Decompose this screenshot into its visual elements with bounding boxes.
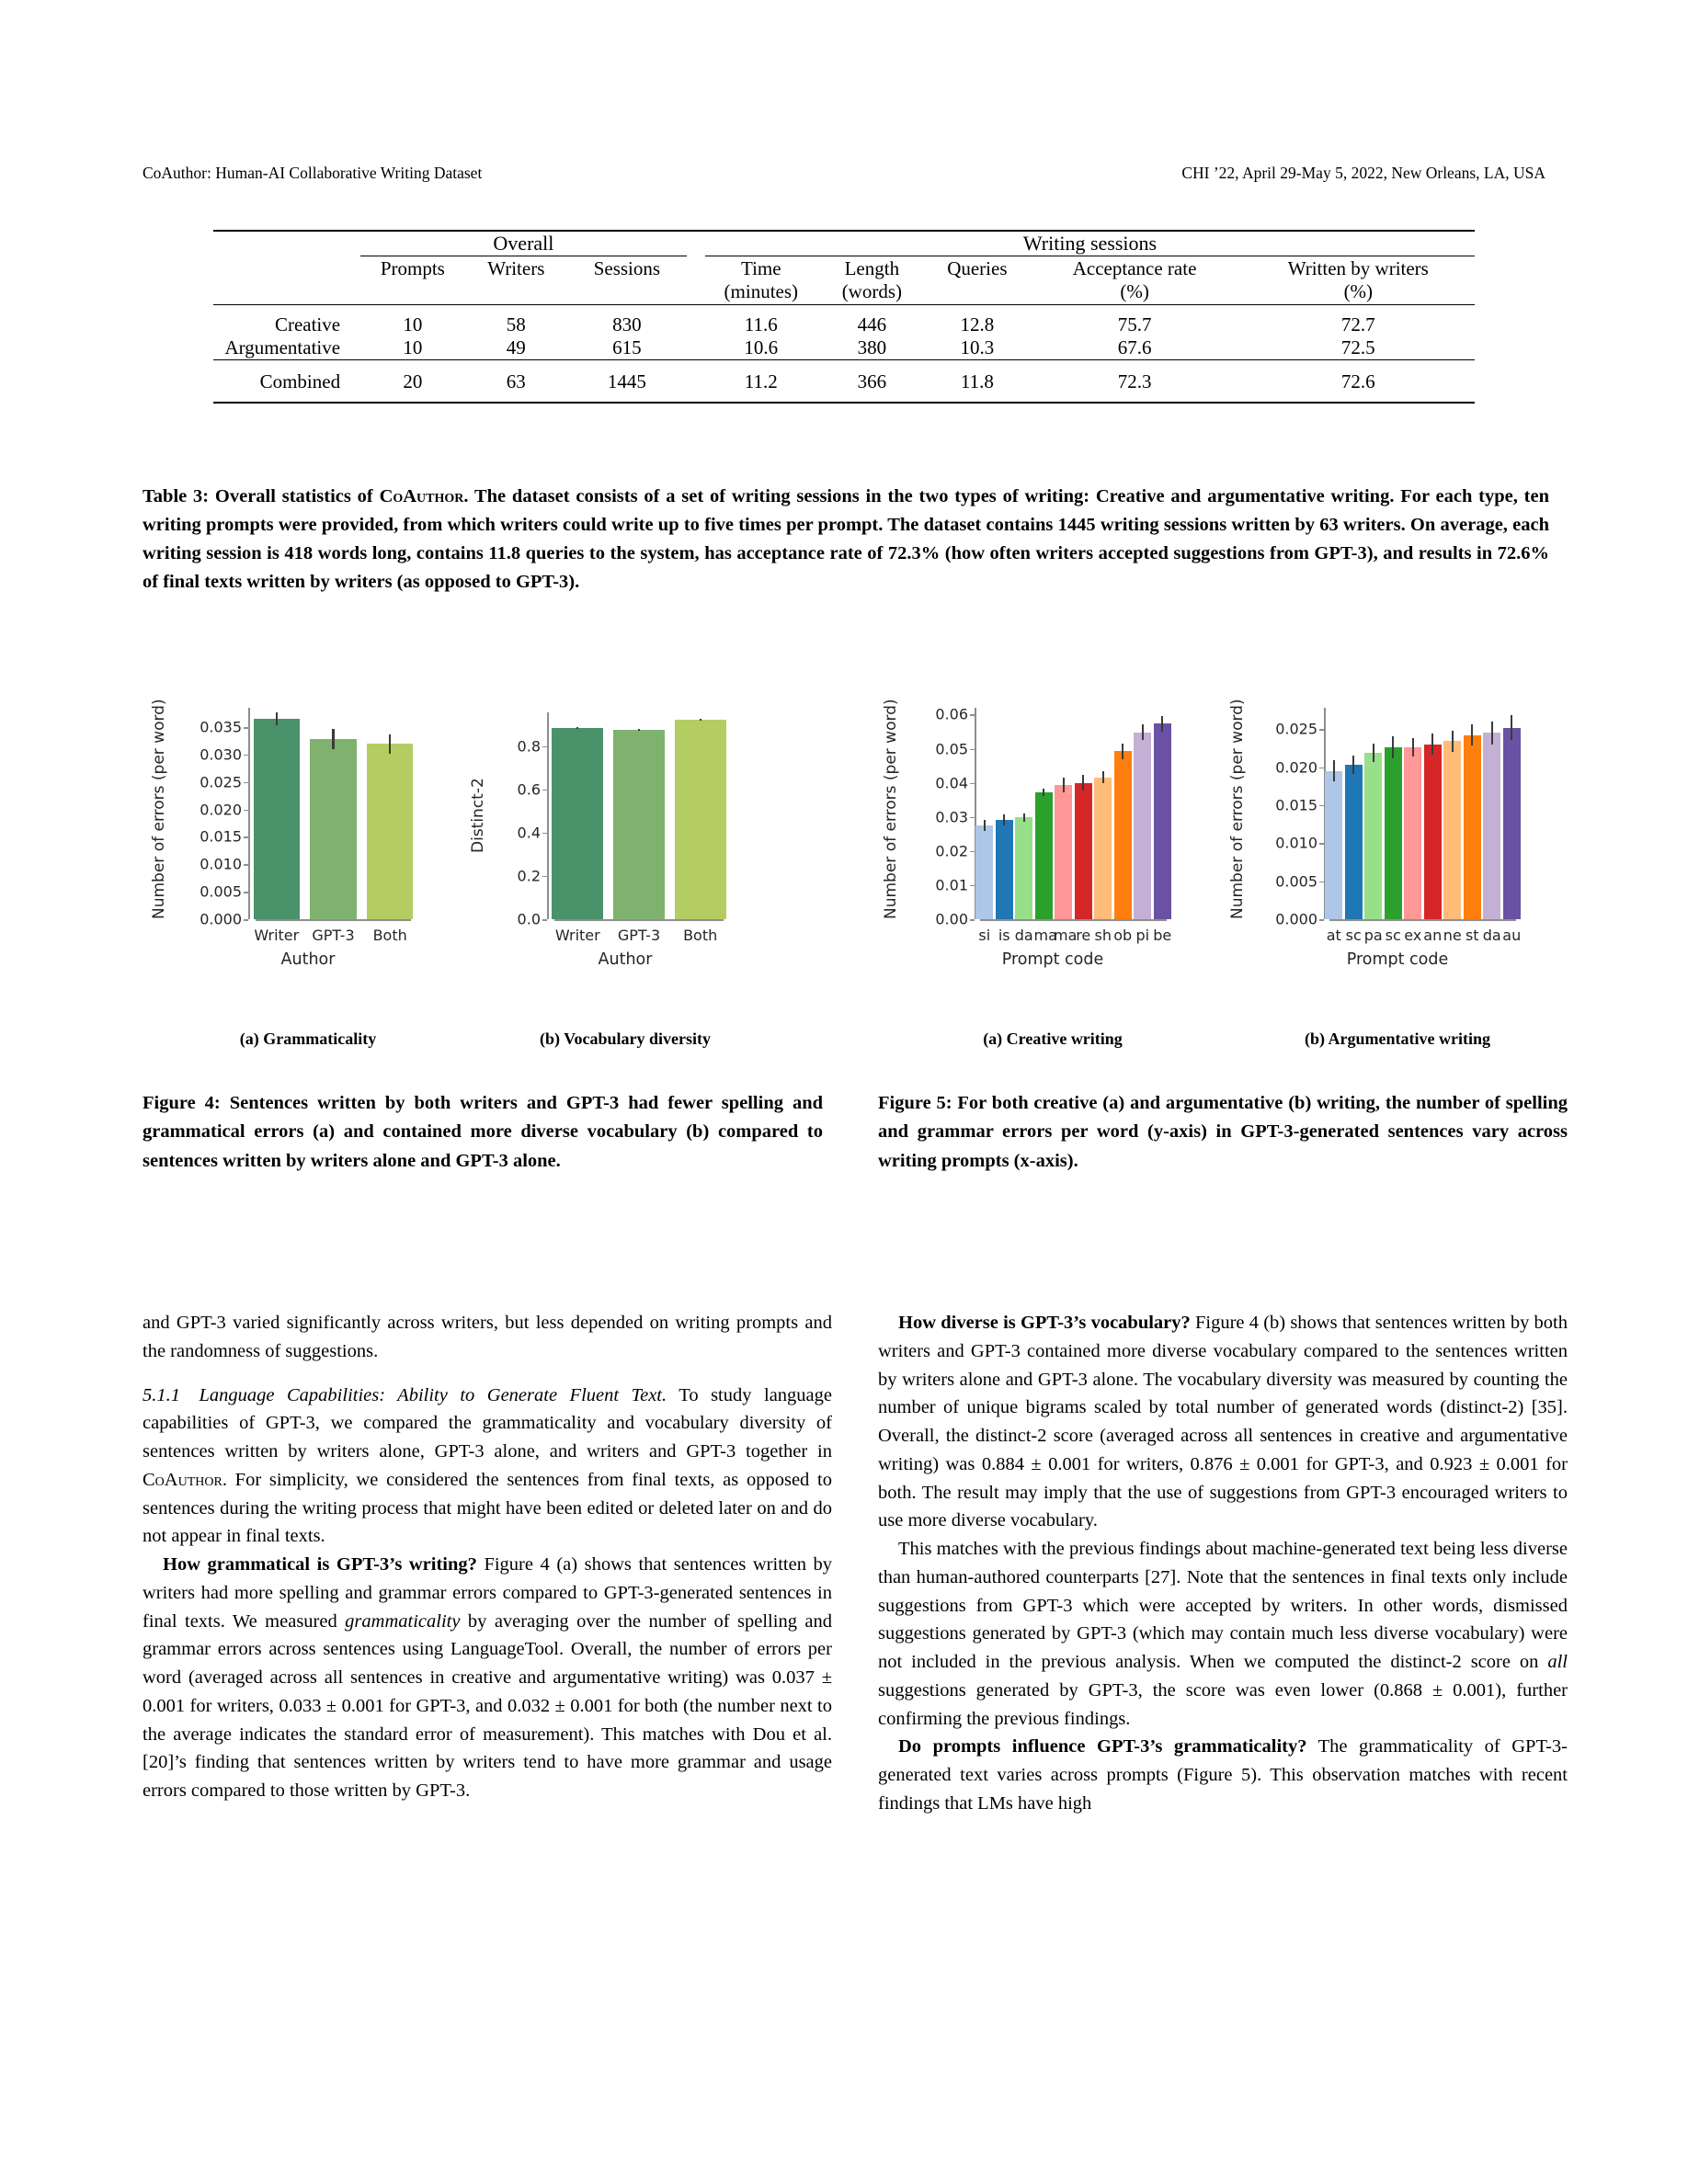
y-axis-tick-mark (970, 714, 975, 716)
cell-creative-length: 446 (857, 313, 887, 336)
x-axis-label: Prompt code (1346, 950, 1449, 969)
cell-combined-time: 11.2 (744, 370, 778, 392)
row-label-combined: Combined (259, 370, 341, 392)
y-axis-tick-mark (1319, 919, 1324, 921)
col-header-acceptance-rate: Acceptance rate (1072, 256, 1197, 279)
error-bar (1333, 760, 1335, 781)
row-label-creative: Creative (274, 313, 341, 336)
y-axis-tick-mark (1319, 805, 1324, 807)
cell-argumentative-sessions: 615 (612, 336, 642, 358)
x-axis-label: Author (280, 950, 336, 969)
bar (552, 728, 603, 919)
figure-4b-panel (460, 699, 791, 1048)
body-column-left (143, 1309, 832, 1805)
paragraph-heading: How diverse is GPT-3’s vocabulary? (898, 1313, 1191, 1333)
x-axis-spine (1329, 919, 1516, 921)
y-axis-tick-label: 0.005 (1275, 872, 1317, 891)
table-group-header-row (213, 231, 1475, 256)
y-axis-tick-mark (244, 810, 248, 812)
col-header-prompts: Prompts (380, 256, 445, 279)
y-axis-tick-mark (1319, 882, 1324, 883)
bar (1154, 723, 1171, 919)
error-bar (1082, 775, 1084, 790)
y-axis-tick-label: 0.04 (935, 774, 968, 792)
table-column-header-row (213, 257, 1475, 281)
y-axis-tick-mark (244, 864, 248, 866)
error-bar (1452, 731, 1454, 752)
bar (1443, 741, 1461, 919)
table-row-argumentative (213, 336, 1475, 360)
chart-creative-writing (878, 699, 1227, 974)
y-axis-tick-mark (244, 919, 248, 921)
y-axis-tick-label: 0.03 (935, 808, 968, 826)
bar (975, 825, 993, 919)
y-axis-tick-mark (970, 817, 975, 819)
subcaption-5b: (b) Argumentative writing (1305, 1029, 1490, 1048)
chart-vocabulary-diversity (460, 699, 791, 974)
col-header-sessions: Sessions (593, 256, 661, 279)
running-head-left: CoAuthor: Human-AI Collaborative Writing Dataset (143, 164, 483, 182)
y-axis-tick-mark (542, 919, 547, 921)
running-head (143, 164, 1545, 183)
x-axis-spine (554, 919, 724, 921)
y-axis-tick-label: 0.0 (517, 910, 541, 928)
y-axis-tick-mark (970, 783, 975, 785)
table-caption-smallcaps: CoAuthor (379, 486, 464, 506)
body-column-right (878, 1309, 1568, 1818)
y-axis-tick-mark (1319, 729, 1324, 731)
error-bar (389, 734, 391, 753)
col-header-length: Length (844, 256, 900, 279)
y-axis-tick-label: 0.8 (517, 737, 541, 756)
cell-combined-written: 72.6 (1340, 370, 1375, 392)
x-axis-tick-label: ma (1054, 927, 1078, 944)
cell-combined-queries: 11.8 (960, 370, 994, 392)
col-subheader-length-unit: (words) (841, 280, 903, 303)
cell-creative-time: 11.6 (744, 313, 778, 336)
body-paragraph (143, 1382, 832, 1552)
subcaption-5a: (a) Creative writing (983, 1029, 1123, 1048)
y-axis-tick-label: 0.4 (517, 824, 541, 842)
y-axis-tick-label: 0.020 (200, 801, 242, 819)
figure-4-caption: Figure 4: Sentences written by both writers and GPT-3 had fewer spelling and grammatical errors (a) and contained more diverse vocabulary (b) compared to sentences written by writers alone and GPT-3 alone. (143, 1093, 823, 1171)
cell-argumentative-length: 380 (857, 336, 887, 358)
y-axis-tick-label: 0.01 (935, 876, 968, 894)
emphasis-text: Language Capabilities: Ability to Generate Fluent Text. (199, 1384, 667, 1405)
subcaption-4b: (b) Vocabulary diversity (539, 1029, 711, 1048)
x-axis-tick-label: at (1326, 927, 1341, 944)
error-bar (1511, 715, 1512, 739)
error-bar (984, 820, 986, 831)
table-row-creative (213, 313, 1475, 336)
bar (1015, 817, 1032, 919)
x-axis-spine (980, 919, 1167, 921)
x-axis-tick-label: Writer (254, 927, 300, 944)
chart-argumentative-writing (1223, 699, 1572, 974)
cell-combined-writers: 63 (506, 370, 526, 392)
col-header-writers: Writers (487, 256, 545, 279)
paragraph-text (180, 1385, 200, 1405)
table-caption-prefix: Table 3: Overall statistics of (143, 486, 380, 506)
y-axis-tick-mark (244, 892, 248, 893)
bar (996, 820, 1013, 919)
y-axis-spine (547, 712, 549, 919)
y-axis-tick-label: 0.015 (1275, 796, 1317, 814)
y-axis-tick-label: 0.06 (935, 705, 968, 723)
x-axis-tick-label: au (1502, 927, 1522, 944)
bar (1134, 733, 1151, 919)
table-3-caption (143, 483, 1549, 597)
y-axis-tick-mark (1319, 843, 1324, 845)
y-axis-tick-mark (542, 876, 547, 878)
error-bar (1373, 744, 1374, 762)
x-axis-spine (256, 919, 411, 921)
col-subheader-written-unit: (%) (1343, 280, 1374, 303)
x-axis-tick-label: ma (1033, 927, 1057, 944)
y-axis-tick-label: 0.010 (200, 855, 242, 873)
error-bar (1023, 813, 1025, 823)
error-bar (576, 727, 578, 729)
bar (1464, 735, 1481, 919)
x-axis-tick-label: ne (1443, 927, 1462, 944)
table-3 (213, 230, 1475, 404)
y-axis-spine (248, 708, 250, 919)
x-axis-tick-label: pa (1363, 927, 1383, 944)
emphasis-text: 5.1.1 (143, 1384, 180, 1405)
error-bar (1063, 778, 1065, 792)
x-axis-tick-label: Both (683, 927, 718, 944)
col-subheader-time-unit: (minutes) (724, 280, 799, 303)
y-axis-tick-mark (244, 782, 248, 784)
bar (1404, 747, 1421, 919)
paragraph-text: Figure 4 (b) shows that sentences written by both writers and GPT-3 contained more diverse vocabulary compared to the sentences written by writers alone and GPT-3 alone. The vocabulary diversity was measured by counting the number of unique bigrams scaled by total number of generated words (distinct-2) [35]. Overall, the distinct-2 score (averaged across all sentences in creative and argumentative writing) was 0.884 ± 0.001 for writers, 0.876 ± 0.001 for GPT-3, and 0.923 ± 0.001 for both. The result may imply that the use of suggestions from GPT-3 encouraged writers to use more diverse vocabulary. (878, 1313, 1568, 1531)
bar (1055, 785, 1072, 919)
cell-combined-sessions: 1445 (607, 370, 646, 392)
row-label-argumentative: Argumentative (224, 336, 341, 358)
figure-5b-panel (1223, 699, 1572, 1048)
y-axis-tick-label: 0.025 (200, 773, 242, 791)
cell-combined-length: 366 (857, 370, 887, 392)
bar (1094, 778, 1112, 919)
y-axis-tick-label: 0.025 (1275, 720, 1317, 738)
x-axis-tick-label: st (1465, 927, 1479, 944)
y-axis-tick-mark (542, 833, 547, 835)
subcaption-4a: (a) Grammaticality (239, 1029, 377, 1048)
error-bar (1142, 724, 1144, 740)
error-bar (1431, 734, 1433, 755)
x-axis-tick-label: an (1423, 927, 1443, 944)
running-head-right: CHI ’22, April 29-May 5, 2022, New Orleans, LA, USA (1181, 164, 1545, 182)
bar (1503, 728, 1521, 919)
group-header-overall: Overall (493, 232, 554, 255)
paragraph-text: Figure 4 (a) shows that sentences written by writers had more spelling and grammar errors compared to GPT-3-generated sentences in final texts. We measured (143, 1554, 832, 1632)
error-bar (1003, 814, 1005, 825)
y-axis-tick-mark (970, 919, 975, 921)
cell-argumentative-prompts: 10 (403, 336, 423, 358)
y-axis-tick-mark (1319, 768, 1324, 769)
y-axis-tick-label: 0.00 (935, 910, 968, 928)
bar (1035, 792, 1053, 919)
bar (1385, 747, 1402, 919)
x-axis-tick-label: sc (1345, 927, 1362, 944)
paragraph-text: suggestions generated by GPT-3, the score was even lower (0.868 ± 0.001), further confirming the previous findings. (878, 1679, 1568, 1729)
bar (1345, 765, 1363, 919)
figure-5-caption: Figure 5: For both creative (a) and argumentative (b) writing, the number of spelling and grammar errors per word (y-axis) in GPT-3-generated sentences vary across writing prompts (x-axis). (878, 1093, 1568, 1171)
y-axis-tick-label: 0.2 (517, 867, 541, 885)
x-axis-tick-label: Both (372, 927, 407, 944)
paragraph-text: and GPT-3 varied significantly across writers, but less depended on writing prompts and the randomness of suggestions. (143, 1313, 832, 1361)
x-axis-tick-label: be (1153, 927, 1172, 944)
paragraph-text: by averaging over the number of spelling and grammar errors across sentences using LanguageTool. Overall, the number of errors per word (averaged across all sentences in creative and argumentative writing) was 0.037 ± 0.001 for writers, 0.033 ± 0.001 for GPT-3, and 0.032 ± 0.001 for both (the number next to the average indicates the standard error of measurement). This matches with Dou et al. [20]’s finding that sentences written by writers tend to have more grammar and usage errors compared to those written by GPT-3. (143, 1610, 832, 1801)
figure-5a-panel (878, 699, 1227, 1048)
y-axis-label: Number of errors (per word) (1228, 699, 1247, 919)
cell-combined-prompts: 20 (403, 370, 423, 392)
error-bar (700, 719, 701, 721)
cell-argumentative-queries: 10.3 (960, 336, 995, 358)
table-header-rule-spacer (213, 304, 1475, 313)
error-bar (1471, 724, 1473, 745)
x-axis-tick-label: da (1482, 927, 1501, 944)
x-axis-tick-label: si (978, 927, 991, 944)
paragraph-text: . For simplicity, we considered the sentences from final texts, as opposed to sentences during the writing process that might have been edited or deleted later on and do not appear in final texts. (143, 1469, 832, 1547)
y-axis-tick-label: 0.05 (935, 740, 968, 758)
col-header-written-by-writers: Written by writers (1287, 256, 1429, 279)
error-bar (1161, 716, 1163, 731)
chart-grammaticality (143, 699, 473, 974)
bar (1075, 783, 1092, 919)
error-bar (1102, 771, 1104, 783)
y-axis-tick-mark (970, 885, 975, 887)
cell-argumentative-time: 10.6 (744, 336, 779, 358)
x-axis-tick-label: re (1076, 927, 1091, 944)
bar (613, 730, 665, 919)
col-header-time: Time (740, 256, 781, 279)
paragraph-heading: How grammatical is GPT-3’s writing? (163, 1554, 477, 1575)
table-bottom-rule (213, 393, 1475, 403)
y-axis-label: Number of errors (per word) (882, 699, 900, 919)
y-axis-tick-label: 0.02 (935, 842, 968, 860)
y-axis-tick-mark (970, 851, 975, 853)
error-bar (1412, 738, 1414, 756)
cell-argumentative-acceptance: 67.6 (1117, 336, 1152, 358)
bar (310, 739, 357, 919)
body-paragraph (143, 1309, 832, 1366)
bar (367, 744, 414, 919)
y-axis-label: Number of errors (per word) (150, 699, 168, 919)
error-bar (1352, 756, 1354, 774)
y-axis-tick-label: 0.6 (517, 780, 541, 799)
group-header-writing-sessions: Writing sessions (1022, 232, 1158, 255)
error-bar (276, 712, 278, 725)
y-axis-tick-label: 0.000 (200, 910, 242, 928)
y-axis-tick-label: 0.035 (200, 718, 242, 736)
x-axis-tick-label: sc (1385, 927, 1401, 944)
cell-argumentative-writers: 49 (506, 336, 526, 358)
cell-combined-acceptance: 72.3 (1117, 370, 1152, 392)
x-axis-tick-label: pi (1135, 927, 1150, 944)
cell-creative-prompts: 10 (403, 313, 423, 336)
col-header-queries: Queries (947, 256, 1008, 279)
x-axis-label: Author (598, 950, 653, 969)
y-axis-tick-label: 0.005 (200, 882, 242, 901)
x-axis-tick-label: da (1014, 927, 1033, 944)
paragraph-text: To study language capabilities of GPT-3, we compared the grammaticality and vocabulary diversity of sentences written by writers alone, GPT-3 alone, and writers and GPT-3 together in (143, 1384, 832, 1462)
y-axis-tick-mark (970, 749, 975, 751)
error-bar (1392, 736, 1394, 757)
x-axis-tick-label: Writer (554, 927, 600, 944)
statistics-table (213, 230, 1475, 404)
error-bar (1043, 789, 1044, 797)
body-paragraph (878, 1535, 1568, 1733)
table-caption-rest: . The dataset consists of a set of writing sessions in the two types of writing: Creative and argumentative writing. For each type, ten writing prompts were provided, from which writers could write up to five times per prompt. The dataset contains 1445 writing sessions written by 63 writers. On average, each writing session is 418 words long, contains 11.8 queries to the system, has acceptance rate of 72.3% (how often writers accepted suggestions from GPT-3), and results in 72.6% of final texts written by writers (as opposed to GPT-3). (143, 486, 1550, 593)
table-row-combined (213, 370, 1475, 393)
paragraph-text: The grammaticality of GPT-3-generated text varies across prompts (Figure 5). This observation matches with recent findings that LMs have high (878, 1736, 1568, 1814)
emphasis-text: grammaticality (345, 1610, 461, 1632)
emphasis-text: all (1547, 1652, 1568, 1672)
error-bar (638, 729, 640, 731)
cell-creative-acceptance: 75.7 (1117, 313, 1152, 336)
error-bar (1122, 744, 1123, 759)
bar (1483, 733, 1500, 919)
y-axis-tick-label: 0.015 (200, 827, 242, 846)
paragraph-heading: Do prompts influence GPT-3’s grammaticality? (898, 1736, 1307, 1757)
cell-creative-sessions: 830 (612, 313, 642, 336)
error-bar (1491, 722, 1493, 745)
y-axis-label: Distinct-2 (469, 778, 487, 854)
bar (1424, 745, 1442, 919)
body-paragraph (878, 1733, 1568, 1817)
body-paragraph (143, 1551, 832, 1805)
x-axis-tick-label: ob (1113, 927, 1133, 944)
bar (1325, 771, 1342, 919)
bar (254, 719, 301, 919)
y-axis-tick-mark (244, 836, 248, 838)
body-paragraph (878, 1309, 1568, 1535)
paragraph-text: This matches with the previous findings about machine-generated text being less diverse than human-authored counterparts [27]. Note that the sentences in final texts only include suggestions from GPT-3 which were accepted by writers. In other words, dismissed suggestions generated by GPT-3 (which may contain much less diverse vocabulary) were not included in the previous analysis. When we computed the distinct-2 score on (878, 1539, 1568, 1672)
x-axis-tick-label: GPT-3 (312, 927, 355, 944)
y-axis-tick-mark (542, 746, 547, 748)
y-axis-tick-mark (542, 790, 547, 791)
smallcaps-text: CoAuthor (143, 1469, 222, 1490)
cell-creative-queries: 12.8 (960, 313, 995, 336)
y-axis-tick-label: 0.020 (1275, 758, 1317, 777)
col-subheader-acceptance-unit: (%) (1120, 280, 1149, 303)
figure-4a-panel (143, 699, 473, 1048)
y-axis-tick-label: 0.030 (200, 745, 242, 764)
table-column-subheader-row (213, 280, 1475, 304)
x-axis-tick-label: sh (1094, 927, 1112, 944)
x-axis-label: Prompt code (1001, 950, 1104, 969)
y-axis-tick-mark (244, 727, 248, 729)
x-axis-tick-label: GPT-3 (617, 927, 661, 944)
y-axis-tick-label: 0.000 (1275, 910, 1317, 928)
y-axis-tick-mark (244, 755, 248, 756)
error-bar (332, 729, 334, 749)
bar (675, 720, 726, 919)
table-mid-rule-spacer (213, 359, 1475, 370)
bar (1364, 753, 1382, 919)
y-axis-tick-label: 0.010 (1275, 834, 1317, 852)
cell-argumentative-written: 72.5 (1340, 336, 1375, 358)
cell-creative-writers: 58 (506, 313, 526, 336)
bar (1114, 751, 1132, 919)
cell-creative-written: 72.7 (1340, 313, 1375, 336)
x-axis-tick-label: ex (1404, 927, 1422, 944)
x-axis-tick-label: is (998, 927, 1010, 944)
